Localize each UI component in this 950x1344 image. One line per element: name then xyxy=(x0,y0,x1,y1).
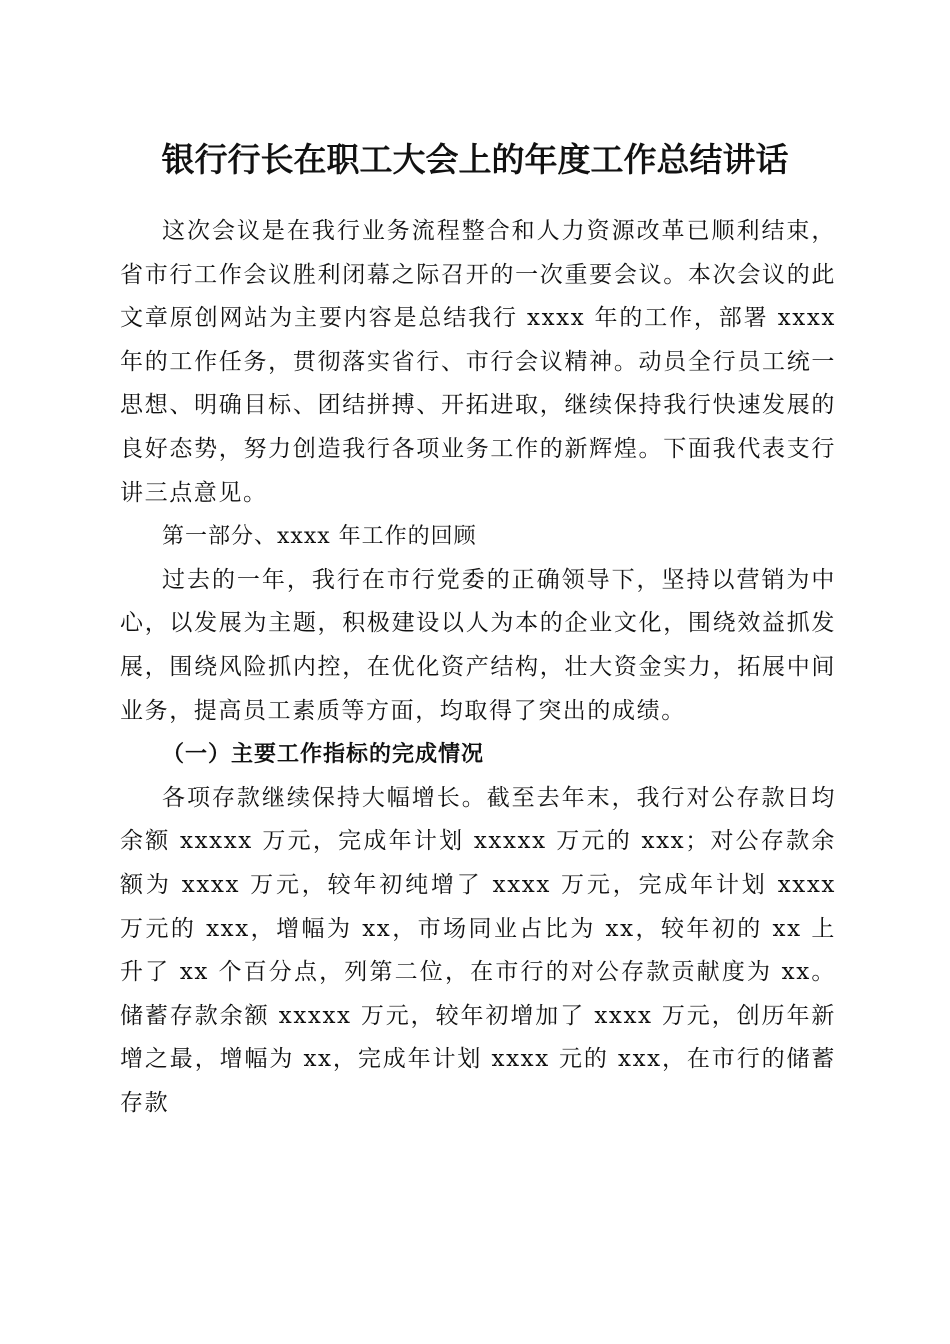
deposit-paragraph: 各项存款继续保持大幅增长。截至去年末，我行对公存款日均余额 xxxxx 万元，完成年计划 xxxxx 万元的 xxx；对公存款余额为 xxxx 万元，较年初纯增了 xxxx 万元，完成年计划 xxxx 万元的 xxx，增幅为 xx，市场同业占比为 xx，较年初的 xx 上升了 xx 个百分点，列第二位，在市行的对公存款贡献度为 xx。储蓄存款余额 xxxxx 万元，较年初增加了 xxxx 万元，创历年新增之最，增幅为 xx，完成年计划 xxxx 元的 xxx，在市行的储蓄存款 xyxy=(120,784,836,1116)
document-body xyxy=(120,210,836,1125)
document-title: 银行行长在职工大会上的年度工作总结讲话 xyxy=(161,140,789,179)
review-paragraph: 过去的一年，我行在市行党委的正确领导下，坚持以营销为中心，以发展为主题，积极建设以人为本的企业文化，围绕效益抓发展，围绕风险抓内控，在优化资产结构，壮大资金实力，拓展中间业务，提高员工素质等方面，均取得了突出的成绩。 xyxy=(120,566,836,724)
section-heading: 第一部分、xxxx 年工作的回顾 xyxy=(162,524,477,550)
subheading: （一）主要工作指标的完成情况 xyxy=(162,741,485,768)
intro-paragraph: 这次会议是在我行业务流程整合和人力资源改革已顺利结束，省市行工作会议胜利闭幕之际召开的一次重要会议。本次会议的此文章原创网站为主要内容是总结我行 xxxx 年的工作，部署 xxxx 年的工作任务，贯彻落实省行、市行会议精神。动员全行员工统一思想、明确目标、团结拼搏、开拓进取，继续保持我行快速发展的良好态势，努力创造我行各项业务工作的新辉煌。下面我代表支行讲三点意见。 xyxy=(120,218,836,506)
